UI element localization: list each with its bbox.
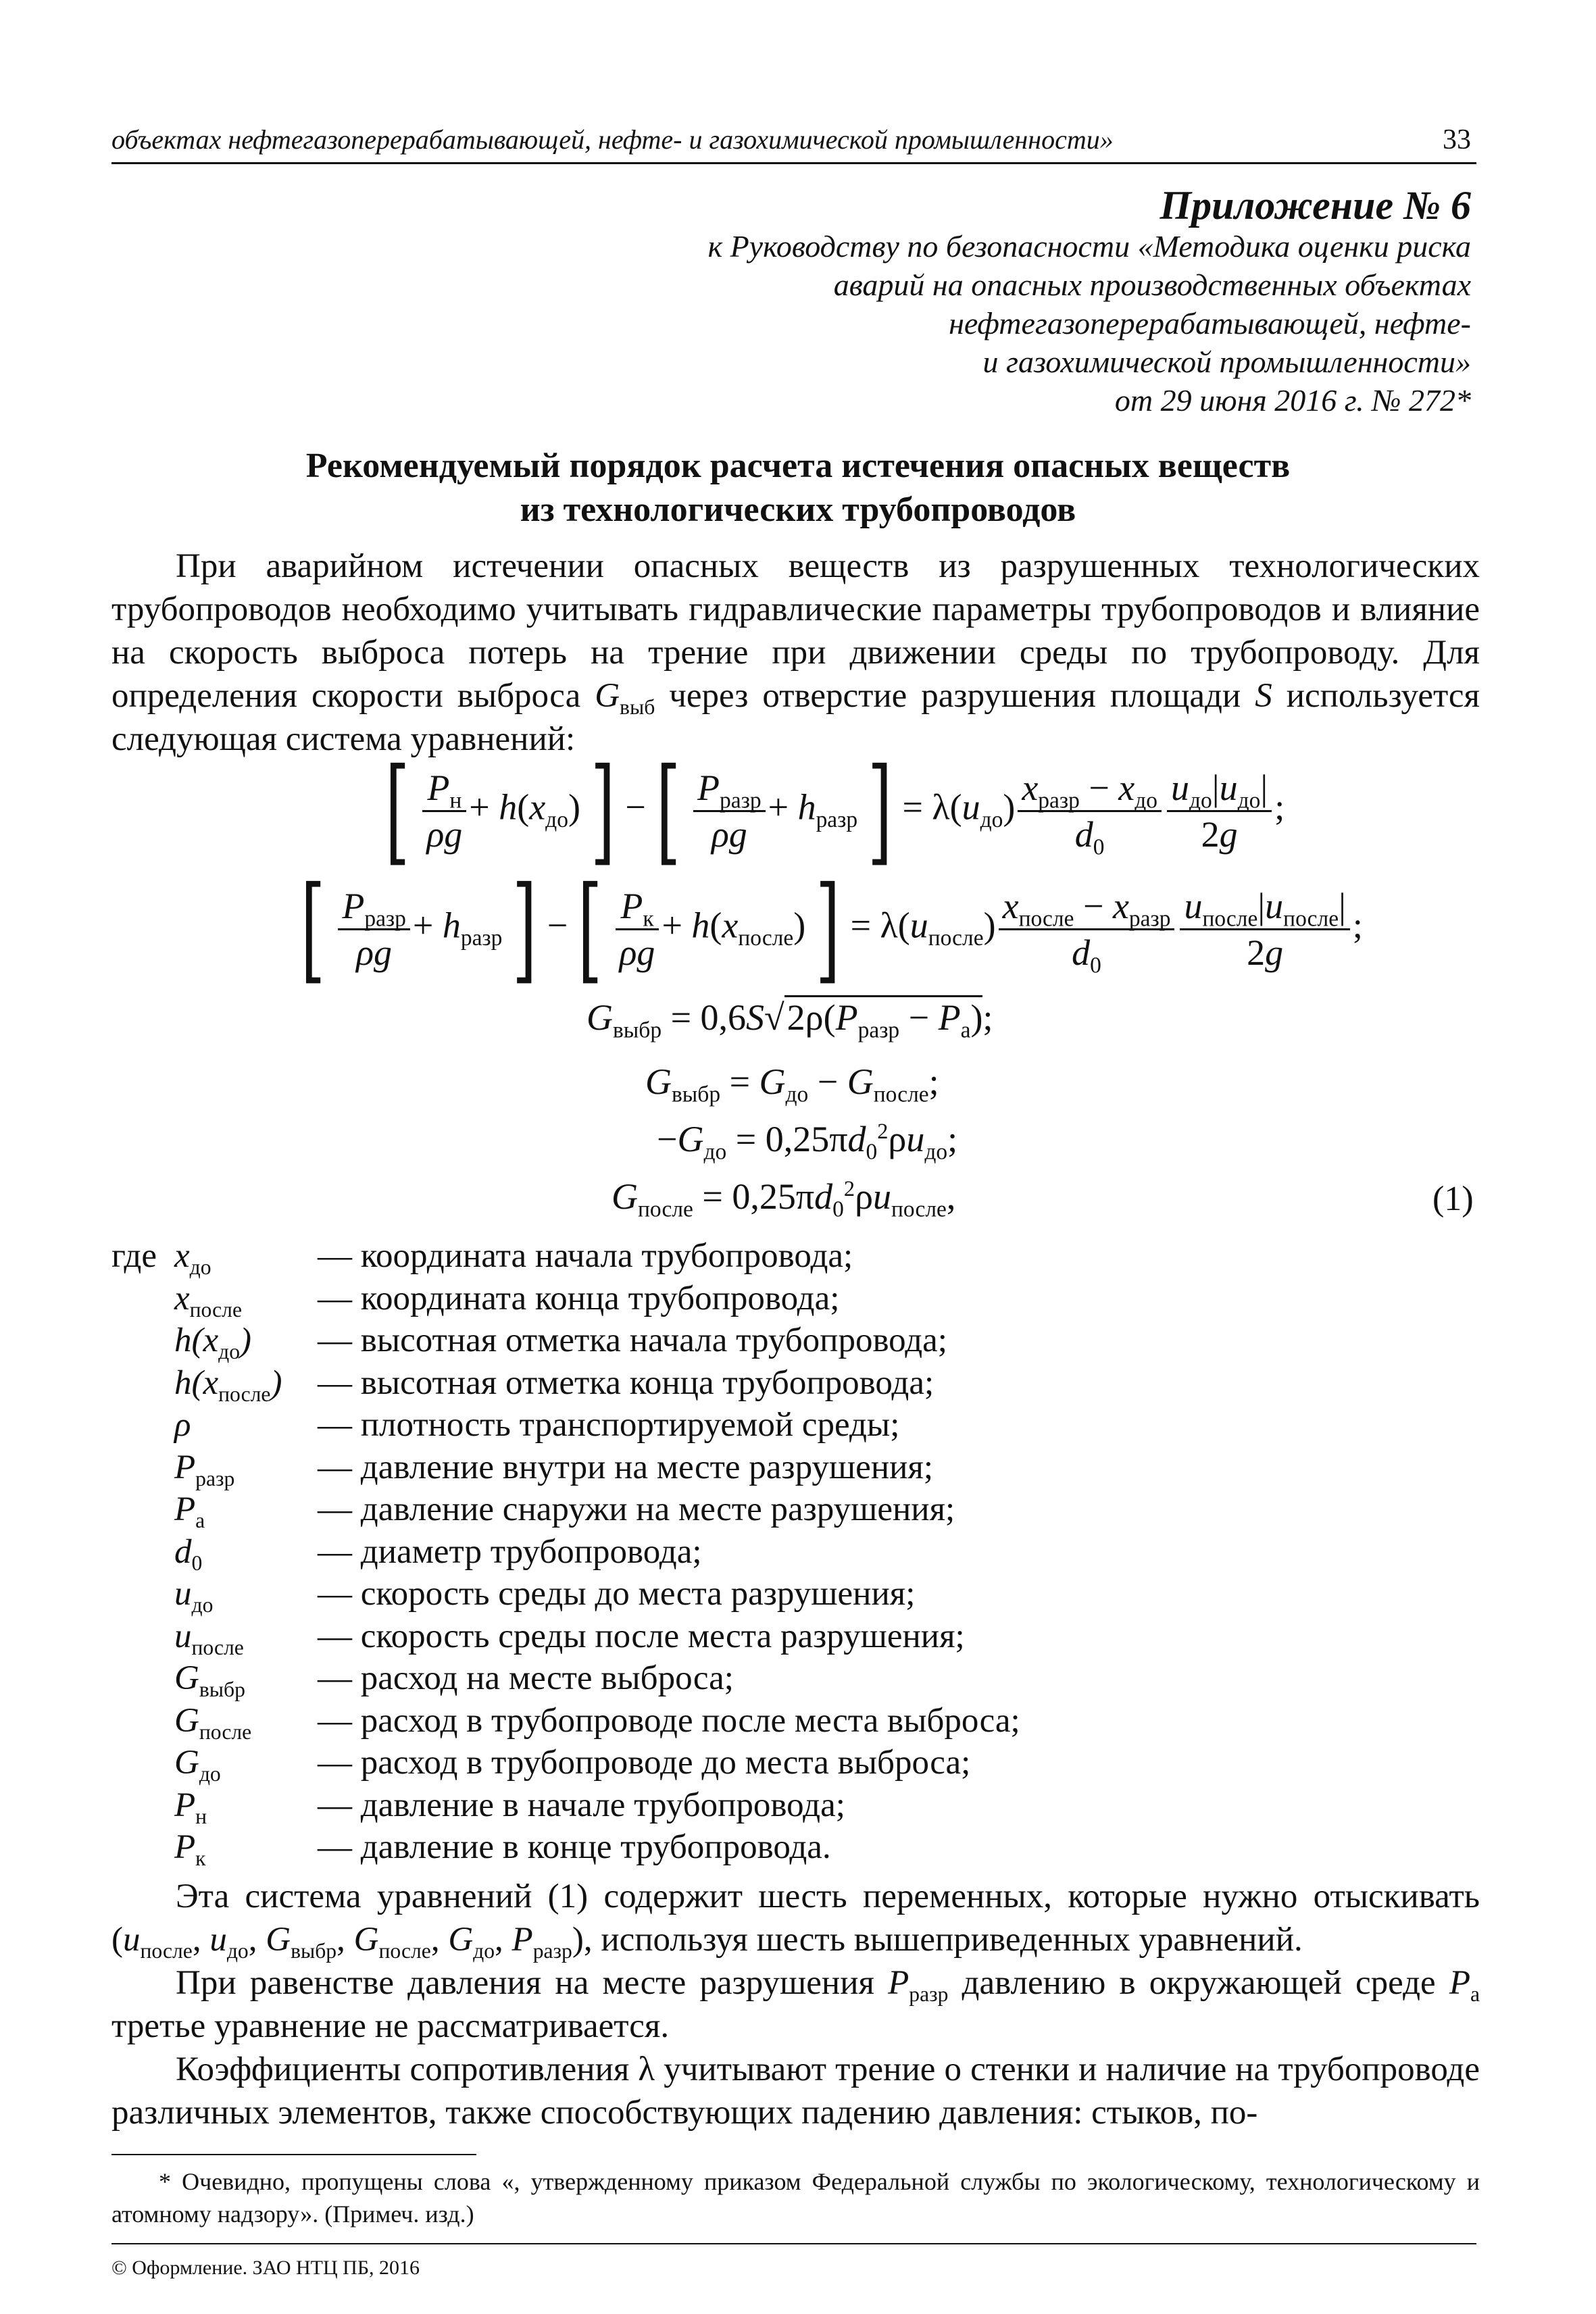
equation-6: $G_{после} = 0,25\pi d_0^2\rho u_{после}$, <box>612 1176 956 1222</box>
variable-definition: — скорость среды до места разрушения; <box>318 1575 916 1613</box>
variable-symbol: $h(x_{после})$ <box>174 1364 282 1407</box>
variable-definition: — координата конца трубопровода; <box>318 1280 840 1317</box>
variable-symbol: $P_н$ <box>174 1786 207 1829</box>
equation-1: [ $\frac{P_н}{\rho g}$ + $h(x_{до})$] −[ $\frac{P_{разр}}{\rho g}$ + $h_{разр}] = \lambda(u_{до})$ $\frac{x_{разр} - x_{до}}{d_0}$ $\frac{u_{до}|u_{до}|}{2g}$ ; <box>384 744 1285 878</box>
variable-symbol: $u_{после}$ <box>174 1617 244 1660</box>
variable-symbol: $x_{до}$ <box>174 1237 211 1280</box>
equation-2: [ $\frac{P_{разр}}{\rho g}$ + $h_{разр}$] −[ $\frac{P_к}{\rho g}$ + $h(x_{после})] = \lambda(u_{после})$ $\frac{x_{после} - x_{разр}}{d_0}$ $\frac{u_{после}|u_{после}|}{2g}$ ; <box>300 862 1363 996</box>
footnote: * Очевидно, пропущены слова «, утвержденному приказом Федеральной службы по экологическому, технологическому и атомному надзору». (Примеч. изд.) <box>111 2168 1480 2228</box>
appendix-title: Приложение № 6 <box>1159 183 1471 228</box>
variable-definition: — расход в трубопроводе после места выброса; <box>318 1702 1020 1740</box>
variable-definition: — плотность транспортируемой среды; <box>318 1406 900 1444</box>
appendix-line: от 29 июня 2016 г. № 272* <box>1114 383 1471 418</box>
equation-4: $G_{выбр} = G_{до} - G_{после}$; <box>645 1061 939 1107</box>
variable-symbol: ρ <box>174 1406 191 1444</box>
variable-symbol: $P_к$ <box>174 1828 206 1871</box>
appendix-line: к Руководству по безопасности «Методика оценки риска <box>707 229 1471 263</box>
variable-symbol: $G_{выбр}$ <box>174 1659 245 1702</box>
appendix-line: нефтегазоперерабатывающей, нефте- <box>949 306 1471 341</box>
intro-paragraph: При аварийном истечении опасных веществ из разрушенных технологических трубопроводов необходимо учитывать гидравлические параметры трубопроводов и влияние на скорость выброса потерь на трение при движении среды по трубопроводу. Для определения скорости выброса $G_{выб}$ через отверстие разрушения площади S используется следующая система уравнений: <box>111 547 1480 758</box>
variable-symbol: $d_0$ <box>174 1533 203 1576</box>
header-rule <box>111 162 1476 164</box>
variable-symbol: $P_{разр}$ <box>174 1449 235 1491</box>
appendix-line: и газохимической промышленности» <box>982 345 1471 379</box>
variable-definition: — давление внутри на месте разрушения; <box>318 1449 934 1486</box>
footnote-rule <box>111 2154 476 2155</box>
paragraph-variables: Эта система уравнений (1) содержит шесть переменных, которые нужно отыскивать ($u_{после}$, $u_{до}$, $G_{выбр}$, $G_{после}$, $G_{до}$, $P_{разр}$), используя шесть вышеприведенных уравнений. <box>111 1878 1480 1963</box>
variable-definition: — скорость среды после места разрушения; <box>318 1617 965 1655</box>
copyright-rule <box>111 2243 1476 2244</box>
variable-symbol: $G_{после}$ <box>174 1702 252 1744</box>
paragraph-coefficients: Коэффициенты сопротивления λ учитывают трение о стенки и наличие на трубопроводе различных элементов, также способствующих падению давления: стыков, по- <box>111 2051 1480 2132</box>
running-header: объектах нефтегазоперерабатывающей, нефте- и газохимической промышленности» <box>111 124 1114 155</box>
page-number: 33 <box>1443 124 1471 155</box>
section-title-line2: из технологических трубопроводов <box>520 491 1076 529</box>
equation-3: $G_{выбр} = 0,6S√2\rho(P_{разр} - P_а)$; <box>587 997 993 1038</box>
variable-symbol: $P_а$ <box>174 1490 205 1533</box>
section-title-line1: Рекомендуемый порядок расчета истечения опасных веществ <box>305 447 1291 485</box>
variable-symbol: $x_{после}$ <box>174 1280 242 1322</box>
variable-definition: — давление снаружи на месте разрушения; <box>318 1490 955 1528</box>
variable-definition: — высотная отметка начала трубопровода; <box>318 1322 947 1359</box>
variable-definition: — давление в конце трубопровода. <box>318 1828 831 1866</box>
equation-number: (1) <box>1432 1180 1474 1218</box>
where-label: где <box>111 1237 157 1275</box>
variable-symbol: $u_{до}$ <box>174 1575 214 1617</box>
variable-symbol: $G_{до}$ <box>174 1744 221 1786</box>
variable-definition: — диаметр трубопровода; <box>318 1533 702 1571</box>
variable-definition: — координата начала трубопровода; <box>318 1237 853 1275</box>
variable-definition: — давление в начале трубопровода; <box>318 1786 845 1824</box>
equation-5: $-G_{до} = 0,25\pi d_0^2\rho u_{до}$; <box>657 1119 958 1165</box>
appendix-line: аварий на опасных производственных объектах <box>833 268 1471 302</box>
variable-symbol: $h(x_{до})$ <box>174 1322 251 1364</box>
variable-definition: — расход на месте выброса; <box>318 1659 734 1697</box>
paragraph-pressure: При равенстве давления на месте разрушения $P_{разр}$ давлению в окружающей среде $P_а$ третье уравнение не рассматривается. <box>111 1964 1480 2045</box>
variable-definition: — высотная отметка конца трубопровода; <box>318 1364 934 1402</box>
copyright: © Оформление. ЗАО НТЦ ПБ, 2016 <box>111 2257 420 2279</box>
variable-definition: — расход в трубопроводе до места выброса; <box>318 1744 971 1782</box>
